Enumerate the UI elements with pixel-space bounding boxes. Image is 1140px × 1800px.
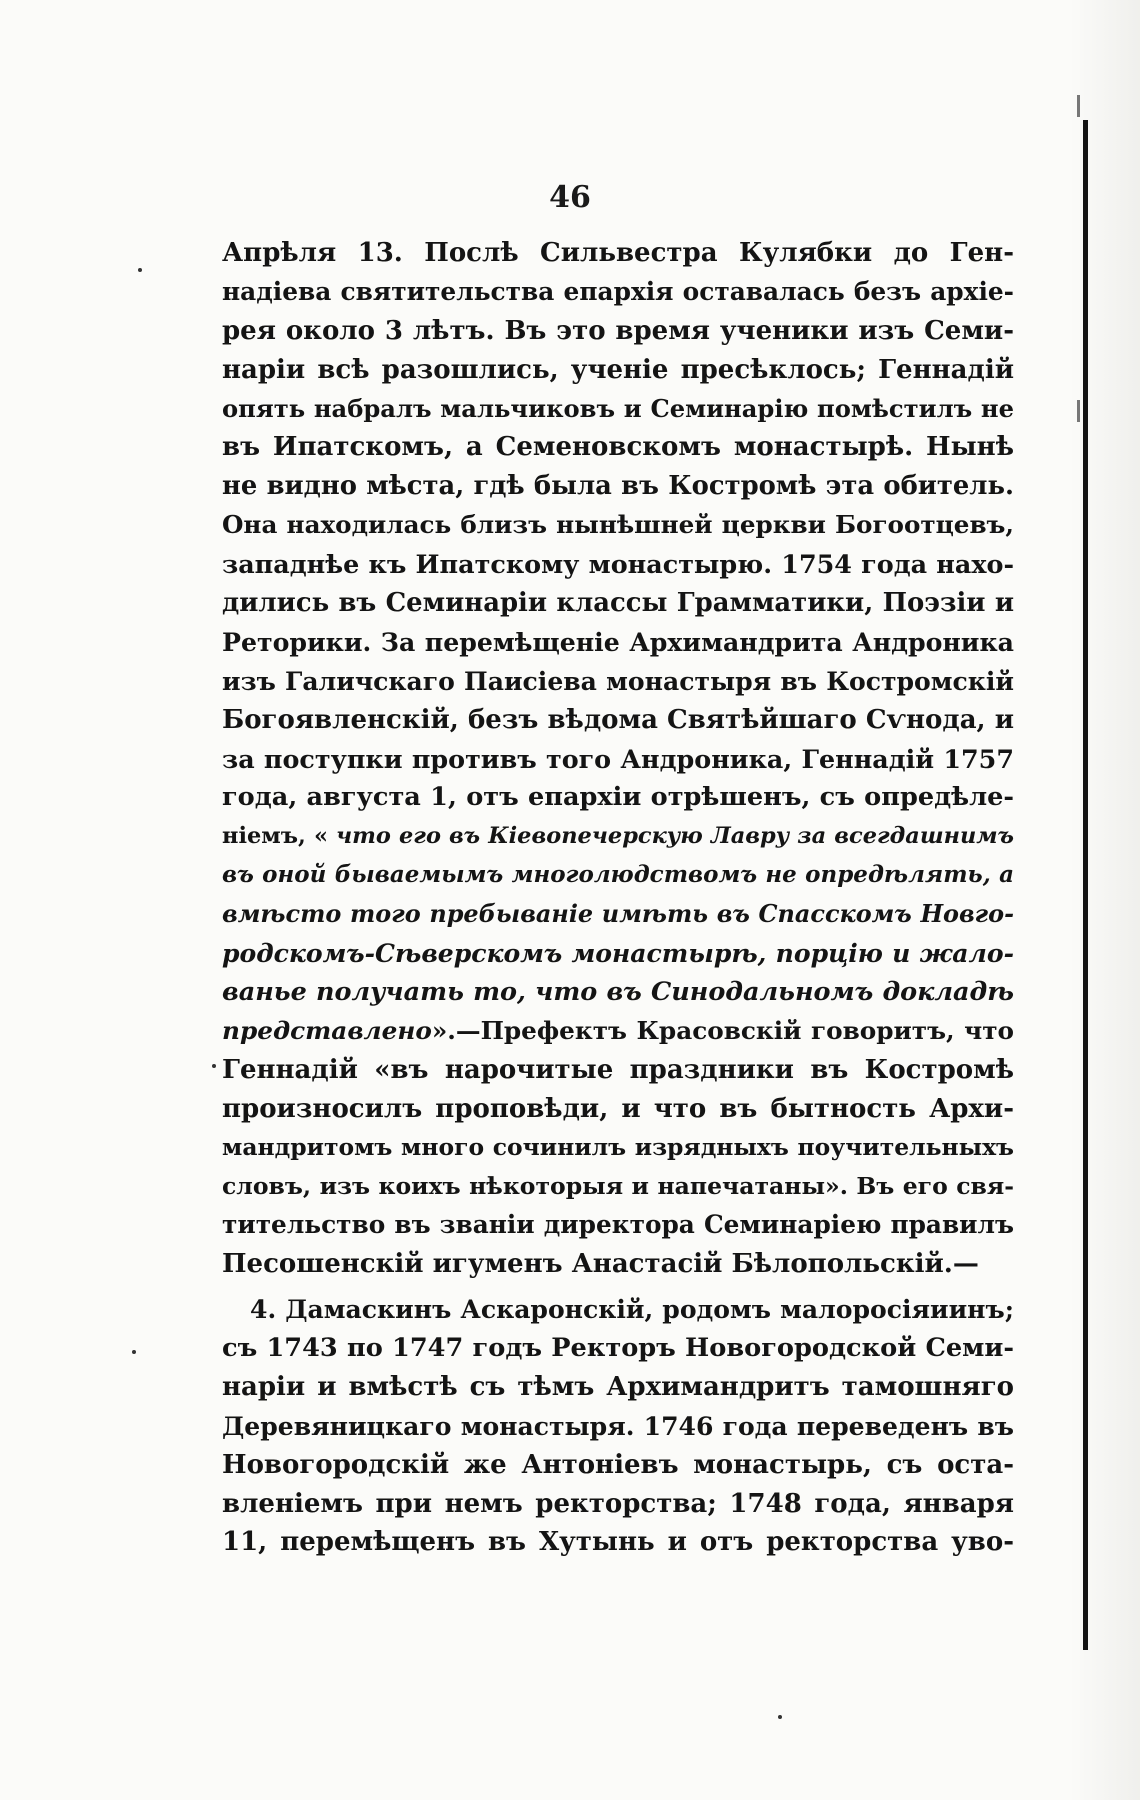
text-line: года, августа 1, отъ епархіи отрѣшенъ, съ опредѣле- xyxy=(222,782,1014,813)
text-line: за поступки противъ того Андроника, Геннадій 1757 xyxy=(222,743,1014,774)
page-speck xyxy=(778,1715,782,1719)
text-line: дились въ Семинаріи классы Грамматики, Поэзіи и xyxy=(222,588,1014,619)
text-line: рея около 3 лѣтъ. Въ это время ученики изъ Семи- xyxy=(222,315,1014,346)
text-line: изъ Галичскаго Паисіева монастыря въ Костромскій xyxy=(222,665,1014,696)
text-line: западнѣе къ Ипатскому монастырю. 1754 года нахо- xyxy=(222,549,1014,580)
text-line: произносилъ проповѣди, и что въ бытность Архи- xyxy=(222,1093,1014,1124)
quote-fragment: что его въ Кіевопечерскую Лавру за всегдашнимъ xyxy=(336,823,1015,850)
text-line: наріи всѣ разошлись, ученіе пресѣклось; Геннадій xyxy=(222,354,1014,385)
page-number: 46 xyxy=(549,180,591,215)
text-line: 11, перемѣщенъ въ Хутынь и отъ ректорства уво- xyxy=(222,1527,1014,1558)
quote-line: родскомъ-Сѣверскомъ монастырѣ, порцію и жало- xyxy=(222,938,1014,969)
edge-mark xyxy=(1077,400,1080,422)
body-text xyxy=(222,234,1014,1562)
text-line: надіева святительства епархія оставалась безъ архіе- xyxy=(222,276,1014,306)
text-line: Реторики. За перемѣщеніе Архимандрита Андроника xyxy=(222,626,1014,657)
text-line: 4. Дамаскинъ Аскаронскій, родомъ малоросіяиинъ; xyxy=(250,1294,1014,1325)
text-fragment: ніемъ, « xyxy=(222,823,337,850)
text-line: въ Ипатскомъ, а Семеновскомъ монастырѣ. Нынѣ xyxy=(222,432,1014,463)
page-speck xyxy=(212,1064,216,1068)
quote-line: въ оной бываемымъ многолюдствомъ не опредѣлять, а xyxy=(222,861,1014,889)
text-line: Новогородскій же Антоніевъ монастырь, съ оста- xyxy=(222,1449,1014,1480)
page-speck xyxy=(138,268,142,272)
quote-line: ванье получать то, что въ Синодальномъ докладѣ xyxy=(222,976,1014,1007)
text-line: мандритомъ много сочинилъ изрядныхъ поучительныхъ xyxy=(222,1133,1014,1162)
edge-mark xyxy=(1077,95,1080,117)
text-line: опять набралъ мальчиковъ и Семинарію помѣстилъ не xyxy=(222,393,1014,423)
text-line: Песошенскій игуменъ Анастасій Бѣлопольскій.— xyxy=(222,1249,979,1280)
quote-fragment: представлено xyxy=(222,1015,432,1045)
binding-edge-line xyxy=(1083,120,1088,1650)
page-edge-shadow xyxy=(1070,0,1140,1800)
text-line: Деревяницкаго монастыря. 1746 года переведенъ въ xyxy=(222,1410,1014,1441)
text-line: Геннадій «въ нарочитые праздники въ Костромѣ xyxy=(222,1054,1014,1085)
quote-line: вмѣсто того пребываніе имѣть въ Спасскомъ Новго- xyxy=(222,900,1014,929)
text-line: тительство въ званіи директора Семинаріею правилъ xyxy=(222,1210,1014,1240)
text-line: не видно мѣста, гдѣ была въ Костромѣ эта обитель. xyxy=(222,471,1014,502)
text-line: Апрѣля 13. Послѣ Сильвестра Кулябки до Ген- xyxy=(222,238,1014,268)
text-line: вленіемъ при немъ ректорства; 1748 года, января xyxy=(222,1488,1014,1519)
page-speck xyxy=(132,1350,136,1354)
text-line: Она находилась близъ нынѣшней церкви Богоотцевъ, xyxy=(222,510,1014,540)
text-line: словъ, изъ коихъ нѣкоторыя и напечатаны». Въ его свя- xyxy=(222,1172,1014,1201)
text-line: Богоявленскій, безъ вѣдома Святѣйшаго Сѵнода, и xyxy=(222,704,1014,735)
text-line xyxy=(222,1012,1014,1051)
text-line: наріи и вмѣстѣ съ тѣмъ Архимандритъ тамошняго xyxy=(222,1371,1014,1402)
text-line: съ 1743 по 1747 годъ Ректоръ Новогородской Семи- xyxy=(222,1332,1014,1363)
text-fragment: ».—Префектъ Красовскій говоритъ, что xyxy=(431,1015,1014,1045)
text-line xyxy=(222,817,1014,856)
